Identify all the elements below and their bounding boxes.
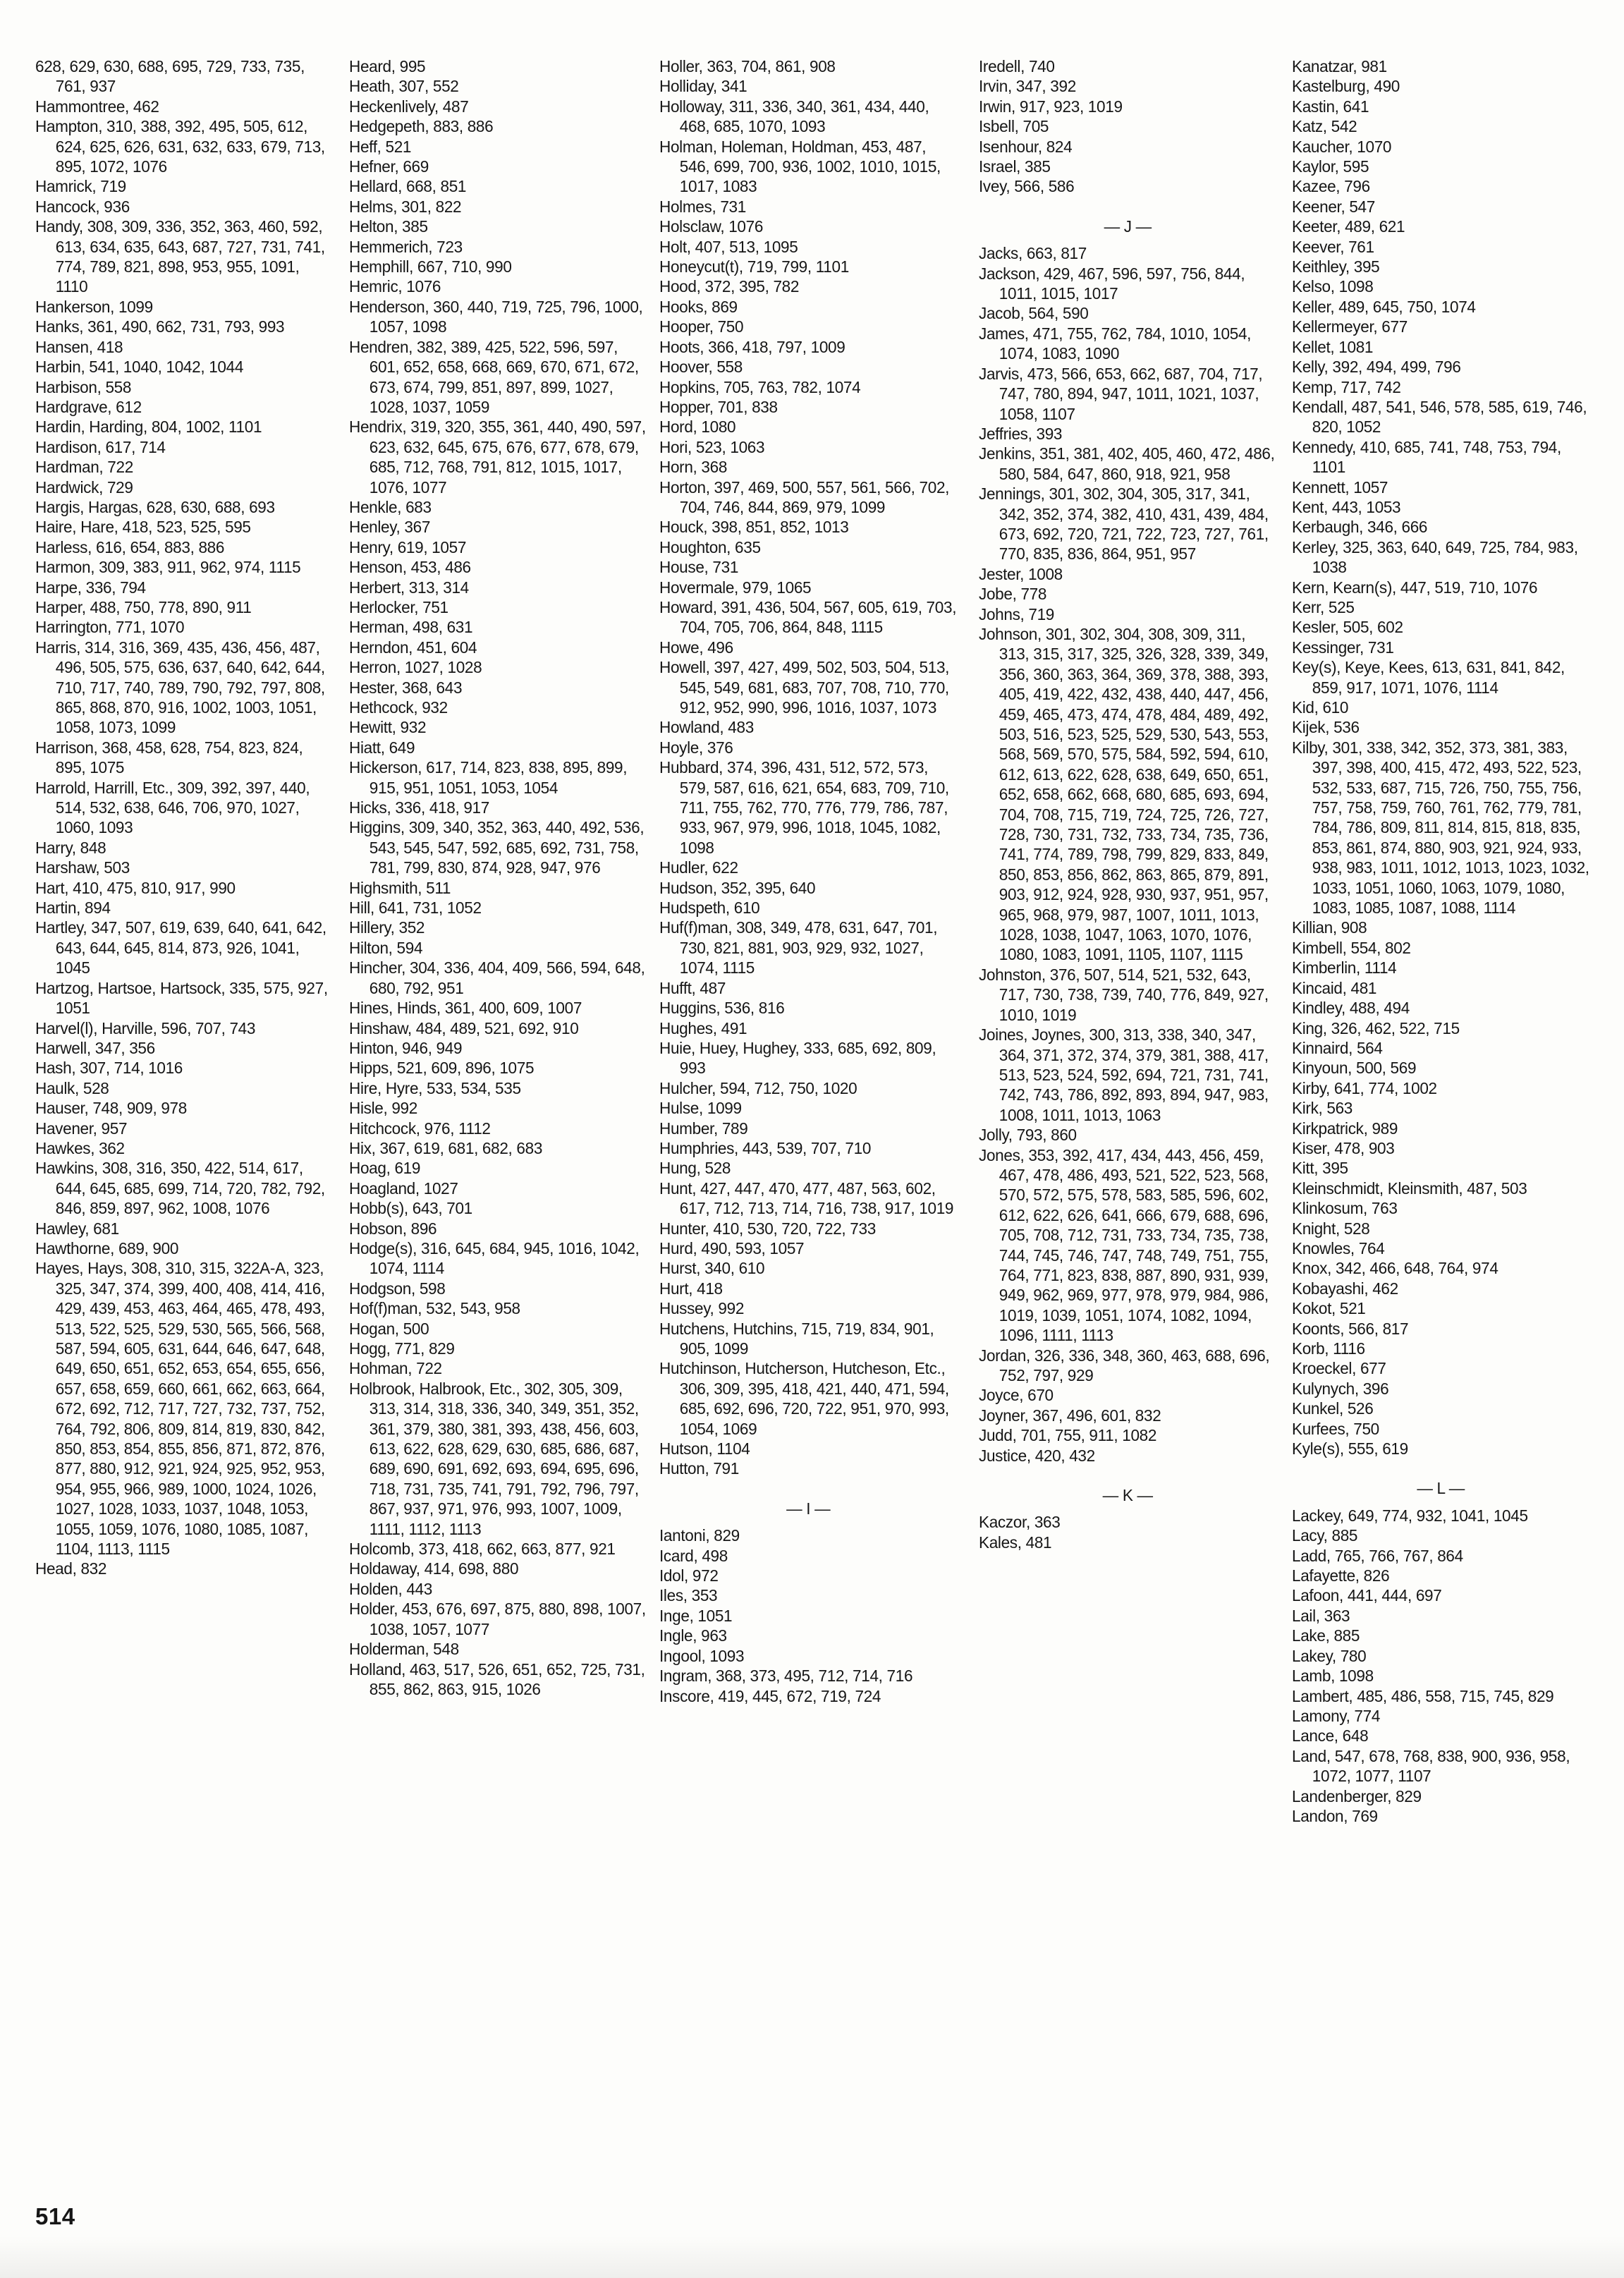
index-entry: Justice, 420, 432 [979, 1446, 1095, 1465]
index-entry: Hefner, 669 [349, 157, 429, 176]
index-entry: Holderman, 548 [349, 1640, 459, 1659]
index-entry: Kales, 481 [979, 1533, 1052, 1552]
index-entry: Higgins, 309, 340, 352, 363, 440, 492, 536, 543, 545, 547, 592, 685, 692, 731, 758, 781, 799, 830, 874, 928, 947, 976 [349, 818, 645, 877]
index-entry: Hethcock, 932 [349, 698, 448, 717]
index-entry: Hughes, 491 [659, 1018, 747, 1037]
index-entry: Kid, 610 [1292, 698, 1349, 717]
index-entry: Key(s), Keye, Kees, 613, 631, 841, 842, 859, 917, 1071, 1076, 1114 [1292, 658, 1565, 697]
index-entry: Hart, 410, 475, 810, 917, 990 [35, 878, 236, 897]
index-entry: Holden, 443 [349, 1579, 432, 1598]
index-entry: Landenberger, 829 [1292, 1786, 1422, 1805]
index-entry: Inge, 1051 [659, 1606, 733, 1625]
index-entry: Hemmerich, 723 [349, 237, 463, 256]
index-entry: Harbison, 558 [35, 377, 132, 396]
index-entry: Kincaid, 481 [1292, 978, 1377, 997]
scan-edge-shadow [0, 2236, 1624, 2278]
index-entry: Hudspeth, 610 [659, 899, 760, 918]
index-entry: Kinnaird, 564 [1292, 1038, 1383, 1057]
index-entry: Henry, 619, 1057 [349, 537, 467, 556]
index-entry: Kroeckel, 677 [1292, 1359, 1386, 1378]
index-entry: Kirk, 563 [1292, 1099, 1353, 1118]
index-entry: Harry, 848 [35, 838, 106, 857]
index-entry: Hammontree, 462 [35, 97, 159, 116]
index-entry: Johnson, 301, 302, 304, 308, 309, 311, 313, 315, 317, 325, 326, 328, 339, 349, 356, 360, 363, 364, 369, 378, 388, 393, 405, 419, 422, 432, 438, 440, 447, 456, 459, 465, 473, 474, 478, 484, 489, 492, 503, 516, 523, 525, 529, 530, 543, 553, 568, 569, 570, 575, 584, 592, 594, 610, 612, 613, 622, 628, 638, 649, 650, 651, 652, 658, 662, 668, 680, 685, 693, 694, 704, 708, 715, 719, 724, 725, 726, 727, 728, 730, 731, 732, 733, 734, 735, 736, 741, 774, 789, 798, 799, 829, 833, 849, 850, 853, 856, 862, 863, 865, 879, 891, 903, 912, 924, 928, 930, 937, 951, 957, 965, 968, 979, 987, 1007, 1011, 1013, 1028, 1038, 1047, 1063, 1070, 1076, 1080, 1083, 1091, 1105, 1107, 1115 [979, 624, 1269, 964]
index-entry: Herbert, 313, 314 [349, 578, 469, 597]
index-entry: Lamony, 774 [1292, 1706, 1381, 1725]
index-entry: Kleinschmidt, Kleinsmith, 487, 503 [1292, 1178, 1527, 1198]
index-entry: Harwell, 347, 356 [35, 1038, 155, 1057]
index-entry: Henkle, 683 [349, 497, 432, 516]
index-entry: Houck, 398, 851, 852, 1013 [659, 518, 849, 537]
index-entry: Jennings, 301, 302, 304, 305, 317, 341, 342, 352, 374, 382, 410, 431, 439, 484, 673, 692, 720, 721, 722, 723, 727, 761, 770, 835, 836, 864, 951, 957 [979, 485, 1269, 564]
index-entry: Hayes, Hays, 308, 310, 315, 322A-A, 323, 325, 347, 374, 399, 400, 408, 414, 416, 429, 439, 453, 463, 464, 465, 478, 493, 513, 522, 525, 529, 530, 565, 566, 568, 587, 594, 605, 631, 644, 646, 647, 648, 649, 650, 651, 652, 653, 654, 655, 656, 657, 658, 659, 660, 661, 662, 663, 664, 672, 692, 712, 717, 727, 732, 737, 752, 764, 792, 806, 809, 814, 819, 830, 842, 850, 853, 854, 855, 856, 871, 872, 876, 877, 880, 912, 921, 924, 925, 952, 953, 954, 955, 966, 989, 1000, 1024, 1026, 1027, 1028, 1033, 1037, 1048, 1053, 1055, 1059, 1076, 1080, 1085, 1087, 1104, 1113, 1115 [35, 1259, 325, 1559]
index-entry: Heard, 995 [349, 57, 426, 75]
index-entry: Hicks, 336, 418, 917 [349, 798, 489, 817]
index-entry: Herlocker, 751 [349, 597, 448, 616]
index-entry: Hodgson, 598 [349, 1279, 446, 1298]
index-entry: Huf(f)man, 308, 349, 478, 631, 647, 701, 730, 821, 881, 903, 929, 932, 1027, 1074, 1115 [659, 918, 938, 977]
index-entry: Jones, 353, 392, 417, 434, 443, 456, 459, 467, 478, 486, 493, 521, 522, 523, 568, 570, 572, 575, 578, 583, 585, 596, 602, 612, 622, 626, 641, 666, 679, 688, 696, 705, 708, 712, 731, 733, 734, 735, 738, 744, 745, 746, 747, 748, 749, 751, 755, 764, 771, 823, 838, 887, 890, 931, 939, 949, 962, 969, 977, 978, 979, 984, 986, 1019, 1039, 1051, 1074, 1082, 1094, 1096, 1111, 1113 [979, 1145, 1269, 1345]
index-entry: Kendall, 487, 541, 546, 578, 585, 619, 746, 820, 1052 [1292, 397, 1587, 437]
index-entry: Hobson, 896 [349, 1219, 437, 1238]
index-entry: Hooper, 750 [659, 317, 744, 336]
index-column-5 [1292, 56, 1589, 1826]
letter-heading: — J — [1104, 217, 1152, 236]
index-entry: Hutchens, Hutchins, 715, 719, 834, 901, 905, 1099 [659, 1319, 934, 1358]
index-entry: Hawkes, 362 [35, 1138, 125, 1157]
index-entry: Kennett, 1057 [1292, 477, 1388, 497]
index-entry: Israel, 385 [979, 157, 1051, 176]
index-entry: Knox, 342, 466, 648, 764, 974 [1292, 1259, 1498, 1278]
index-entry: Kijek, 536 [1292, 718, 1360, 737]
index-entry: Harrington, 771, 1070 [35, 618, 185, 637]
index-entry: Howell, 397, 427, 499, 502, 503, 504, 513, 545, 549, 681, 683, 707, 708, 710, 770, 912, 952, 990, 996, 1016, 1037, 1073 [659, 658, 950, 717]
index-entry: Hutson, 1104 [659, 1439, 750, 1458]
index-entry: Jackson, 429, 467, 596, 597, 756, 844, 1011, 1015, 1017 [979, 264, 1245, 303]
index-entry: Hurt, 418 [659, 1279, 723, 1298]
index-entry: Hendren, 382, 389, 425, 522, 596, 597, 601, 652, 658, 668, 669, 670, 671, 672, 673, 674, 799, 851, 897, 899, 1027, 1028, 1037, 1059 [349, 337, 639, 416]
index-entry: Keeter, 489, 621 [1292, 217, 1405, 236]
index-entry: Harmon, 309, 383, 911, 962, 974, 1115 [35, 558, 301, 577]
index-entry: Kerr, 525 [1292, 597, 1355, 616]
index-entry: Hix, 367, 619, 681, 682, 683 [349, 1138, 543, 1157]
index-entry: Hutton, 791 [659, 1459, 739, 1478]
index-entry: Hussey, 992 [659, 1299, 745, 1318]
index-entry: Heff, 521 [349, 137, 412, 156]
index-entry: Landon, 769 [1292, 1806, 1378, 1825]
index-entry: Johnston, 376, 507, 514, 521, 532, 643, 717, 730, 738, 739, 740, 776, 849, 927, 1010, 1019 [979, 965, 1269, 1024]
index-entry: Kessinger, 731 [1292, 638, 1394, 657]
index-entry: Hohman, 722 [349, 1359, 442, 1378]
letter-heading: — K — [1102, 1486, 1153, 1505]
index-entry: Harshaw, 503 [35, 858, 130, 877]
index-entry: Joyner, 367, 496, 601, 832 [979, 1406, 1161, 1425]
index-entry: Hulcher, 594, 712, 750, 1020 [659, 1078, 857, 1097]
index-entry: Lance, 648 [1292, 1726, 1369, 1746]
index-entry: Holland, 463, 517, 526, 651, 652, 725, 731, 855, 862, 863, 915, 1026 [349, 1659, 645, 1698]
index-entry: Hoyle, 376 [659, 738, 733, 757]
index-entry: Henson, 453, 486 [349, 558, 471, 577]
index-entry: Harpe, 336, 794 [35, 578, 146, 597]
index-entry: House, 731 [659, 558, 739, 577]
index-entry: Hoagland, 1027 [349, 1178, 458, 1198]
index-entry: Jolly, 793, 860 [979, 1126, 1077, 1145]
index-entry: Hartzog, Hartsoe, Hartsock, 335, 575, 927, 1051 [35, 978, 328, 1018]
index-entry: Joines, Joynes, 300, 313, 338, 340, 347, 364, 371, 372, 374, 379, 381, 388, 417, 513, 523, 524, 592, 694, 721, 731, 741, 742, 743, 786, 892, 893, 894, 947, 983, 1008, 1011, 1013, 1063 [979, 1025, 1269, 1124]
index-entry: Holman, Holeman, Holdman, 453, 487, 546, 699, 700, 936, 1002, 1010, 1015, 1017, 1083 [659, 137, 941, 196]
index-entry: Kaczor, 363 [979, 1513, 1061, 1532]
index-entry: Judd, 701, 755, 911, 1082 [979, 1426, 1157, 1445]
index-entry: Kesler, 505, 602 [1292, 618, 1403, 637]
index-entry: Kerbaugh, 346, 666 [1292, 518, 1428, 537]
index-entry: Helton, 385 [349, 217, 428, 236]
index-entry: Killian, 908 [1292, 918, 1367, 937]
index-entry: Hendrix, 319, 320, 355, 361, 440, 490, 597, 623, 632, 645, 675, 676, 677, 678, 679, 685, 712, 768, 791, 812, 1015, 1017, 1076, 1077 [349, 418, 646, 497]
index-entry: Hipps, 521, 609, 896, 1075 [349, 1059, 535, 1078]
index-entry: Holcomb, 373, 418, 662, 663, 877, 921 [349, 1540, 616, 1559]
index-entry: Lakey, 780 [1292, 1646, 1367, 1665]
index-entry: Hunter, 410, 530, 720, 722, 733 [659, 1219, 876, 1238]
index-entry: Hof(f)man, 532, 543, 958 [349, 1299, 520, 1318]
index-entry: Herman, 498, 631 [349, 618, 473, 637]
index-entry: Hartin, 894 [35, 899, 111, 918]
index-entry: Hardwick, 729 [35, 477, 133, 497]
index-entry: Isenhour, 824 [979, 137, 1073, 156]
index-entry: Howland, 483 [659, 718, 754, 737]
index-entry: Iredell, 740 [979, 57, 1055, 75]
index-entry: Hemric, 1076 [349, 277, 441, 296]
index-entry: Kulynych, 396 [1292, 1379, 1389, 1398]
index-entry: Hopper, 701, 838 [659, 397, 778, 416]
index-entry: Hoover, 558 [659, 358, 743, 377]
index-entry: Horn, 368 [659, 458, 728, 477]
index-entry: Harless, 616, 654, 883, 886 [35, 537, 225, 556]
index-entry: Hudler, 622 [659, 858, 738, 877]
index-entry: Kennedy, 410, 685, 741, 748, 753, 794, 1101 [1292, 437, 1561, 477]
index-entry: Lacy, 885 [1292, 1526, 1358, 1545]
index-entry: Iles, 353 [659, 1586, 718, 1605]
index-entry: Keithley, 395 [1292, 257, 1380, 276]
index-entry: Hitchcock, 976, 1112 [349, 1119, 491, 1138]
index-entry: Kern, Kearn(s), 447, 519, 710, 1076 [1292, 578, 1538, 597]
index-entry: Harris, 314, 316, 369, 435, 436, 456, 487, 496, 505, 575, 636, 637, 640, 642, 644, 710, 717, 740, 789, 790, 792, 797, 808, 865, 868, 870, 916, 1002, 1003, 1051, 1058, 1073, 1099 [35, 638, 325, 737]
index-entry: Harper, 488, 750, 778, 890, 911 [35, 597, 252, 616]
index-entry: Holmes, 731 [659, 197, 746, 216]
index-entry: Hooks, 869 [659, 297, 738, 316]
index-column-1 [35, 56, 333, 1579]
index-entry: Hobb(s), 643, 701 [349, 1199, 472, 1218]
index-entry: Kanatzar, 981 [1292, 57, 1387, 75]
index-entry: Kobayashi, 462 [1292, 1279, 1398, 1298]
index-entry: Hellard, 668, 851 [349, 177, 467, 196]
index-entry: Hogg, 771, 829 [349, 1339, 455, 1358]
index-entry: Kokot, 521 [1292, 1299, 1366, 1318]
index-entry: Hardgrave, 612 [35, 397, 142, 416]
index-entry: Kaucher, 1070 [1292, 137, 1392, 156]
index-entry: Hurst, 340, 610 [659, 1259, 765, 1278]
index-entry: Hill, 641, 731, 1052 [349, 899, 482, 918]
index-entry: Kinyoun, 500, 569 [1292, 1059, 1417, 1078]
index-entry: Knight, 528 [1292, 1219, 1370, 1238]
index-entry: 628, 629, 630, 688, 695, 729, 733, 735, 761, 937 [35, 57, 305, 96]
index-entry: Houghton, 635 [659, 537, 761, 556]
index-entry: Kemp, 717, 742 [1292, 377, 1401, 396]
index-entry: Hawley, 681 [35, 1219, 119, 1238]
index-entry: Harrison, 368, 458, 628, 754, 823, 824, 895, 1075 [35, 738, 303, 777]
index-entry: Ingram, 368, 373, 495, 712, 714, 716 [659, 1667, 913, 1686]
index-entry: Kazee, 796 [1292, 177, 1370, 196]
index-entry: Holloway, 311, 336, 340, 361, 434, 440, 468, 685, 1070, 1093 [659, 97, 929, 136]
index-entry: Holder, 453, 676, 697, 875, 880, 898, 1007, 1038, 1057, 1077 [349, 1600, 646, 1638]
index-entry: Humphries, 443, 539, 707, 710 [659, 1138, 872, 1157]
index-entry: Huie, Huey, Hughey, 333, 685, 692, 809, 993 [659, 1038, 936, 1078]
index-entry: Kirby, 641, 774, 1002 [1292, 1078, 1437, 1097]
index-entry: Kellermeyer, 677 [1292, 317, 1408, 336]
index-entry: Irvin, 347, 392 [979, 77, 1076, 96]
index-entry: Hillery, 352 [349, 918, 425, 937]
index-entry: Helms, 301, 822 [349, 197, 462, 216]
index-entry: Keller, 489, 645, 750, 1074 [1292, 297, 1476, 316]
index-entry: Knowles, 764 [1292, 1238, 1385, 1257]
index-column-4 [979, 56, 1276, 1552]
index-entry: Handy, 308, 309, 336, 352, 363, 460, 592, 613, 634, 635, 643, 687, 727, 731, 741, 774, 789, 821, 898, 953, 955, 1091, 1110 [35, 217, 325, 296]
index-entry: Hinshaw, 484, 489, 521, 692, 910 [349, 1018, 579, 1037]
index-entry: Hash, 307, 714, 1016 [35, 1059, 183, 1078]
index-entry: Huggins, 536, 816 [659, 999, 785, 1018]
index-entry: Jeffries, 393 [979, 424, 1063, 443]
index-column-2 [349, 56, 647, 1699]
index-entry: Hopkins, 705, 763, 782, 1074 [659, 377, 861, 396]
index-entry: Idol, 972 [659, 1566, 719, 1585]
index-entry: Land, 547, 678, 768, 838, 900, 936, 958, 1072, 1077, 1107 [1292, 1746, 1570, 1786]
index-entry: Kelly, 392, 494, 499, 796 [1292, 358, 1461, 377]
index-entry: Korb, 1116 [1292, 1339, 1365, 1358]
index-entry: Haire, Hare, 418, 523, 525, 595 [35, 518, 251, 537]
index-entry: Howard, 391, 436, 504, 567, 605, 619, 703, 704, 705, 706, 864, 848, 1115 [659, 597, 957, 637]
index-entry: Holdaway, 414, 698, 880 [349, 1559, 519, 1578]
index-entry: Kirkpatrick, 989 [1292, 1119, 1398, 1138]
index-entry: Hisle, 992 [349, 1099, 417, 1118]
letter-heading: — I — [786, 1499, 831, 1518]
index-entry: Henderson, 360, 440, 719, 725, 796, 1000, 1057, 1098 [349, 297, 643, 336]
index-entry: Iantoni, 829 [659, 1526, 740, 1545]
index-entry: Hankerson, 1099 [35, 297, 153, 316]
index-entry: Hudson, 352, 395, 640 [659, 878, 816, 897]
index-entry: Jobe, 778 [979, 585, 1047, 604]
index-entry: Kyle(s), 555, 619 [1292, 1439, 1408, 1458]
index-entry: Kiser, 478, 903 [1292, 1138, 1395, 1157]
index-entry: Jordan, 326, 336, 348, 360, 463, 688, 696, 752, 797, 929 [979, 1346, 1270, 1384]
index-entry: Hincher, 304, 336, 404, 409, 566, 594, 648, 680, 792, 951 [349, 958, 645, 997]
index-entry: Hancock, 936 [35, 197, 130, 216]
index-entry: Havener, 957 [35, 1119, 128, 1138]
index-entry: Kelso, 1098 [1292, 277, 1374, 296]
index-entry: Harbin, 541, 1040, 1042, 1044 [35, 358, 244, 377]
index-entry: Ingle, 963 [659, 1626, 727, 1645]
index-entry: Keever, 761 [1292, 237, 1374, 256]
index-entry: Lamb, 1098 [1292, 1667, 1374, 1686]
index-entry: Kindley, 488, 494 [1292, 999, 1410, 1018]
index-entry: Heckenlively, 487 [349, 97, 469, 116]
index-entry: Klinkosum, 763 [1292, 1199, 1398, 1218]
index-entry: Hardison, 617, 714 [35, 437, 166, 456]
index-entry: Hardin, Harding, 804, 1002, 1101 [35, 418, 262, 437]
index-entry: Jacks, 663, 817 [979, 244, 1087, 263]
index-entry: Kellet, 1081 [1292, 337, 1374, 356]
index-entry: Jarvis, 473, 566, 653, 662, 687, 704, 717, 747, 780, 894, 947, 1011, 1021, 1037, 1058, 1107 [979, 364, 1263, 423]
index-entry: Jester, 1008 [979, 564, 1063, 583]
index-entry: Hoots, 366, 418, 797, 1009 [659, 337, 845, 356]
index-entry: Holliday, 341 [659, 77, 747, 96]
index-entry: Kastelburg, 490 [1292, 77, 1400, 96]
index-entry: Jacob, 564, 590 [979, 304, 1089, 323]
index-entry: Hemphill, 667, 710, 990 [349, 257, 512, 276]
index-entry: Kilby, 301, 338, 342, 352, 373, 381, 383, 397, 398, 400, 415, 472, 493, 522, 523, 532, 533, 687, 715, 726, 750, 755, 756, 757, 758, 759, 760, 761, 762, 779, 781, 784, 786, 809, 811, 814, 815, 818, 835, 853, 861, 874, 880, 903, 921, 924, 933, 938, 983, 1011, 1012, 1013, 1023, 1032, 1033, 1051, 1060, 1063, 1079, 1080, 1083, 1085, 1087, 1088, 1114 [1292, 738, 1589, 918]
index-entry: Koonts, 566, 817 [1292, 1319, 1409, 1338]
index-entry: Honeycut(t), 719, 799, 1101 [659, 257, 849, 276]
index-entry: Hewitt, 932 [349, 718, 427, 737]
index-entry: Hanks, 361, 490, 662, 731, 793, 993 [35, 317, 285, 336]
index-entry: Lafayette, 826 [1292, 1566, 1390, 1585]
index-entry: Hung, 528 [659, 1159, 731, 1178]
index-entry: Hulse, 1099 [659, 1099, 742, 1118]
index-entry: Isbell, 705 [979, 117, 1049, 136]
index-entry: Holbrook, Halbrook, Etc., 302, 305, 309, 313, 314, 318, 336, 340, 349, 351, 352, 361, 379, 380, 381, 393, 438, 456, 603, 613, 622, 628, 629, 630, 685, 686, 687, 689, 690, 691, 692, 693, 694, 695, 696, 718, 731, 735, 741, 791, 792, 796, 797, 867, 937, 971, 976, 993, 1007, 1009, 1111, 1112, 1113 [349, 1379, 639, 1538]
index-entry: Kerley, 325, 363, 640, 649, 725, 784, 983, 1038 [1292, 537, 1578, 577]
index-entry: Howe, 496 [659, 638, 733, 657]
index-entry: Irwin, 917, 923, 1019 [979, 97, 1123, 116]
index-entry: Kent, 443, 1053 [1292, 497, 1401, 516]
index-entry: Hori, 523, 1063 [659, 437, 765, 456]
index-entry: Lackey, 649, 774, 932, 1041, 1045 [1292, 1506, 1528, 1525]
letter-heading: — L — [1417, 1479, 1465, 1498]
index-entry: Hord, 1080 [659, 418, 736, 437]
index-entry: Head, 832 [35, 1559, 107, 1578]
index-entry: Hawkins, 308, 316, 350, 422, 514, 617, 644, 645, 685, 699, 714, 720, 782, 792, 846, 859, 897, 962, 1008, 1076 [35, 1159, 325, 1218]
index-entry: Heath, 307, 552 [349, 77, 459, 96]
index-entry: Kurfees, 750 [1292, 1419, 1379, 1438]
index-entry: Kimberlin, 1114 [1292, 958, 1397, 977]
index-entry: Holsclaw, 1076 [659, 217, 764, 236]
index-entry: Holler, 363, 704, 861, 908 [659, 57, 836, 75]
index-entry: Lambert, 485, 486, 558, 715, 745, 829 [1292, 1686, 1554, 1705]
index-entry: Kitt, 395 [1292, 1159, 1348, 1178]
index-entry: King, 326, 462, 522, 715 [1292, 1018, 1460, 1037]
index-entry: Ingool, 1093 [659, 1646, 745, 1665]
index-entry: Katz, 542 [1292, 117, 1357, 136]
index-entry: Lake, 885 [1292, 1626, 1360, 1645]
index-column-3 [659, 56, 957, 1706]
index-entry: Henley, 367 [349, 518, 431, 537]
index-entry: Hurd, 490, 593, 1057 [659, 1238, 805, 1257]
index-entry: Kastin, 641 [1292, 97, 1369, 116]
index-entry: Keener, 547 [1292, 197, 1375, 216]
index-entry: Inscore, 419, 445, 672, 719, 724 [659, 1686, 881, 1705]
index-entry: Jenkins, 351, 381, 402, 405, 460, 472, 486, 580, 584, 647, 860, 918, 921, 958 [979, 444, 1275, 483]
index-entry: Hines, Hinds, 361, 400, 609, 1007 [349, 999, 582, 1018]
index-entry: Hargis, Hargas, 628, 630, 688, 693 [35, 497, 275, 516]
index-entry: Hamrick, 719 [35, 177, 126, 196]
index-entry: Ivey, 566, 586 [979, 177, 1075, 196]
index-entry: Hauser, 748, 909, 978 [35, 1099, 187, 1118]
index-entry: Highsmith, 511 [349, 878, 451, 897]
index-entry: Hickerson, 617, 714, 823, 838, 895, 899, 915, 951, 1051, 1053, 1054 [349, 758, 628, 797]
index-entry: Kunkel, 526 [1292, 1399, 1374, 1418]
index-entry: Hilton, 594 [349, 938, 423, 957]
index-entry: Horton, 397, 469, 500, 557, 561, 566, 702, 704, 746, 844, 869, 979, 1099 [659, 477, 950, 516]
index-entry: Hester, 368, 643 [349, 678, 463, 697]
index-entry: Harrold, Harrill, Etc., 309, 392, 397, 440, 514, 532, 638, 646, 706, 970, 1027, 1060, 1093 [35, 778, 310, 837]
index-entry: Herron, 1027, 1028 [349, 658, 482, 677]
index-entry: Kaylor, 595 [1292, 157, 1369, 176]
index-entry: Hodge(s), 316, 645, 684, 945, 1016, 1042, 1074, 1114 [349, 1238, 640, 1278]
index-entry: Lafoon, 441, 444, 697 [1292, 1586, 1442, 1605]
index-entry: Hogan, 500 [349, 1319, 429, 1338]
index-entry: Hawthorne, 689, 900 [35, 1238, 179, 1257]
index-entry: Harvel(l), Harville, 596, 707, 743 [35, 1018, 256, 1037]
index-entry: James, 471, 755, 762, 784, 1010, 1054, 1074, 1083, 1090 [979, 324, 1252, 363]
index-entry: Hovermale, 979, 1065 [659, 578, 812, 597]
index-entry: Hinton, 946, 949 [349, 1038, 463, 1057]
index-entry: Hansen, 418 [35, 337, 123, 356]
index-entry: Haulk, 528 [35, 1078, 109, 1097]
index-entry: Humber, 789 [659, 1119, 748, 1138]
index-entry: Hedgepeth, 883, 886 [349, 117, 494, 136]
index-entry: Ladd, 765, 766, 767, 864 [1292, 1546, 1463, 1565]
index-entry: Icard, 498 [659, 1546, 728, 1565]
index-entry: Hire, Hyre, 533, 534, 535 [349, 1078, 521, 1097]
index-entry: Hufft, 487 [659, 978, 726, 997]
index-entry: Hampton, 310, 388, 392, 495, 505, 612, 624, 625, 626, 631, 632, 633, 679, 713, 895, 1072, 1076 [35, 117, 325, 176]
index-entry: Hartley, 347, 507, 619, 639, 640, 641, 642, 643, 644, 645, 814, 873, 926, 1041, 1045 [35, 918, 326, 977]
index-entry: Hutchinson, Hutcherson, Hutcheson, Etc., 306, 309, 395, 418, 421, 440, 471, 594, 685, 692, 696, 720, 722, 951, 970, 993, 1054, 1069 [659, 1359, 949, 1438]
page-number: 514 [35, 2203, 75, 2229]
index-entry: Joyce, 670 [979, 1386, 1054, 1405]
index-entry: Hiatt, 649 [349, 738, 415, 757]
index-entry: Holt, 407, 513, 1095 [659, 237, 798, 256]
index-entry: Hardman, 722 [35, 458, 133, 477]
index-entry: Johns, 719 [979, 604, 1055, 623]
index-entry: Hoag, 619 [349, 1159, 421, 1178]
index-entry: Hunt, 427, 447, 470, 477, 487, 563, 602, 617, 712, 713, 714, 716, 738, 917, 1019 [659, 1178, 954, 1218]
index-entry: Lail, 363 [1292, 1606, 1350, 1625]
index-entry: Hood, 372, 395, 782 [659, 277, 800, 296]
index-entry: Kimbell, 554, 802 [1292, 938, 1411, 957]
index-entry: Herndon, 451, 604 [349, 638, 477, 657]
index-entry: Hubbard, 374, 396, 431, 512, 572, 573, 579, 587, 616, 621, 654, 683, 709, 710, 711, 755, 762, 770, 776, 779, 786, 787, 933, 967, 979, 996, 1018, 1045, 1082, 1098 [659, 758, 949, 857]
